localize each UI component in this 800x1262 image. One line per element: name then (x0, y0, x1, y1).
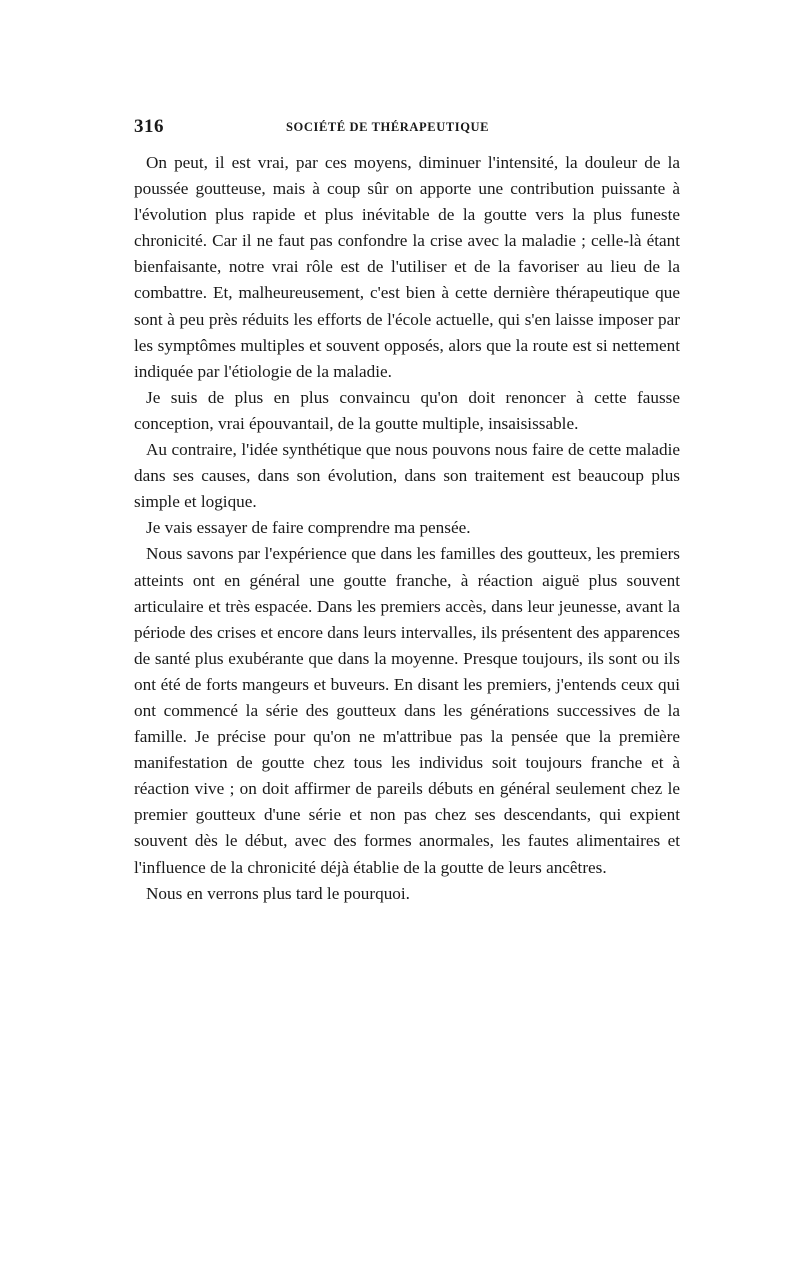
body-text (134, 150, 680, 907)
paragraph: Je suis de plus en plus convaincu qu'on doit renoncer à cette fausse conception, vrai épouvantail, de la goutte multiple, insaisissable. (134, 387, 680, 433)
paragraph: Nous en verrons plus tard le pourquoi. (146, 883, 410, 903)
paragraph: Nous savons par l'expérience que dans les familles des goutteux, les premiers atteints ont en général une goutte franche, à réaction aiguë plus souvent articulaire et très espacée. Dans les premiers accès, dans leur jeunesse, avant la période des crises et encore dans leurs intervalles, ils présentent des apparences de santé plus exubérante que dans la moyenne. Presque toujours, ils sont ou ils ont été de forts mangeurs et buveurs. En disant les premiers, j'entends ceux qui ont commencé la série des goutteux dans les générations successives de la famille. Je précise pour qu'on ne m'attribue pas la pensée que la première manifestation de goutte chez tous les individus soit toujours franche et à réaction vive ; on doit affirmer de pareils débuts en général seulement chez le premier goutteux d'une série et non pas chez ses descendants, qui expient souvent dès le début, avec des formes anormales, les fautes alimentaires et l'influence de la chronicité déjà établie de la goutte de leurs ancêtres. (134, 544, 680, 877)
paragraph: On peut, il est vrai, par ces moyens, diminuer l'intensité, la douleur de la poussée goutteuse, mais à coup sûr on apporte une contribution puissante à l'évolution plus rapide et plus inévitable de la goutte vers la plus funeste chronicité. Car il ne faut pas confondre la crise avec la maladie ; celle-là étant bienfaisante, notre vrai rôle est de l'utiliser et de la favoriser au lieu de la combattre. Et, malheureusement, c'est bien à cette dernière thérapeutique que sont à peu près réduits les efforts de l'école actuelle, qui s'en laisse imposer par les symptômes multiples et souvent opposés, alors que la route est si nettement indiquée par l'étiologie de la maladie. (134, 153, 680, 381)
book-page (134, 116, 680, 907)
paragraph: Je vais essayer de faire comprendre ma pensée. (146, 518, 471, 538)
page-number: 316 (134, 116, 164, 137)
running-title: SOCIÉTÉ DE THÉRAPEUTIQUE (286, 120, 490, 134)
running-head (134, 116, 680, 144)
paragraph: Au contraire, l'idée synthétique que nous pouvons nous faire de cette maladie dans ses causes, dans son évolution, dans son traitement est beaucoup plus simple et logique. (134, 440, 680, 512)
